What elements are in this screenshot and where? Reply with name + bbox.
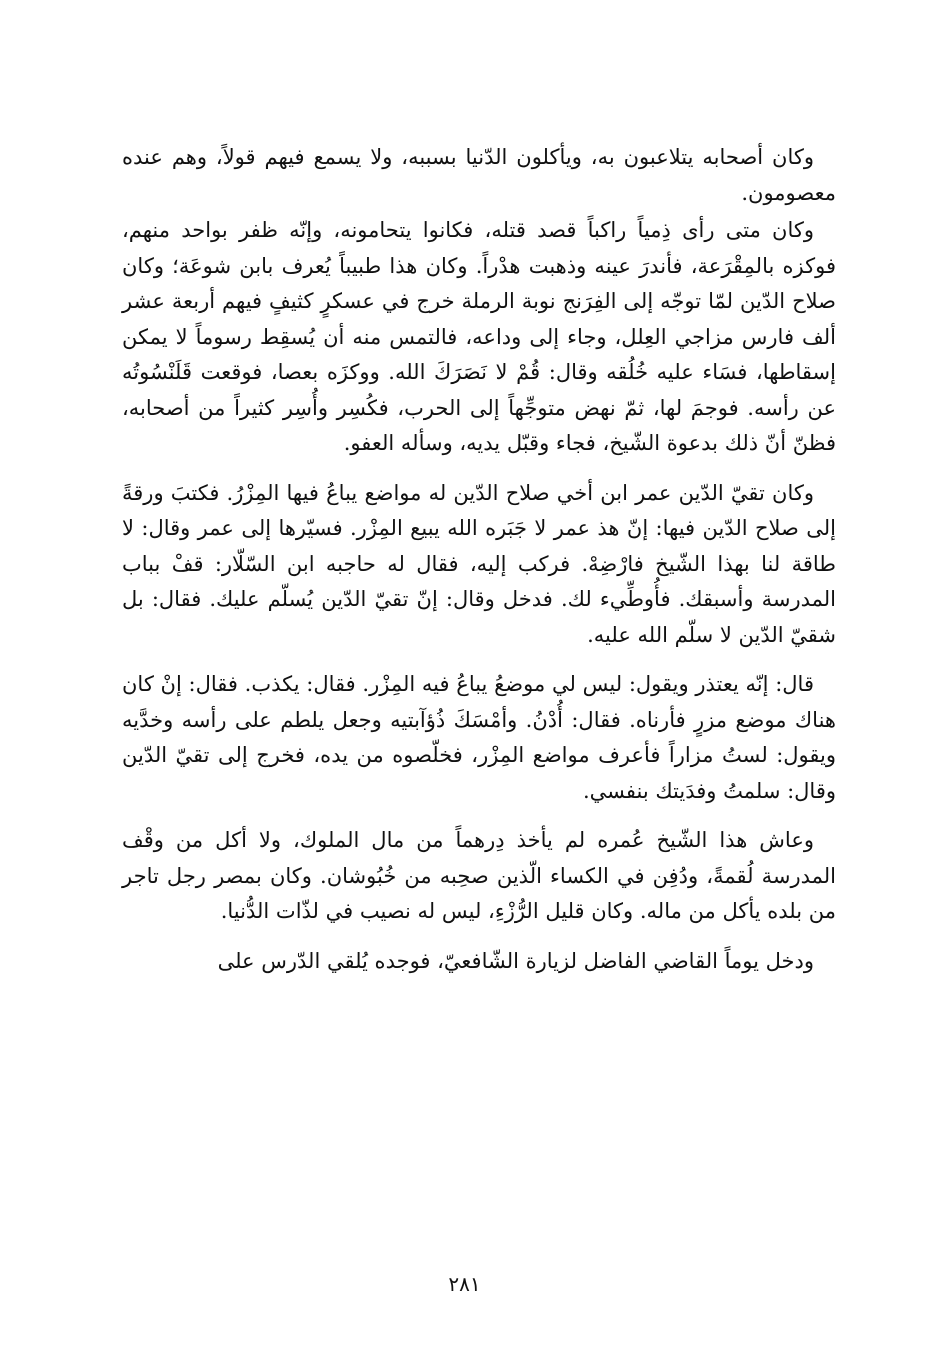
page-number: ٢٨١ [448, 1272, 481, 1296]
paragraph-1: وكان أصحابه يتلاعبون به، ويأكلون الدّنيا بسببه، ولا يسمع فيهم قولاً، وهم عنده معصومون. [122, 145, 836, 205]
body-text [122, 140, 836, 979]
paragraph-5: وعاش هذا الشّيخ عُمره لم يأخذ دِرهماً من مال الملوك، ولا أكل من وقْف المدرسة لُقمةً، ودُفِن في الكساء الّذين صحِبه من خُبُوشان. وكان بمصر رجل تاجر من بلده يأكل من ماله. وكان قليل الرُّزْءِ، ليس له نصيب في لذّات الدُّنيا. [122, 828, 836, 923]
paragraph-3: وكان تقيّ الدّين عمر ابن أخي صلاح الدّين له مواضع يباعُ فيها المِزْرُ. فكتبَ ورقةً إلى صلاح الدّين فيها: إنّ هذ عمر لا جَبَره الله يبيع المِزْر. فسيّرها إلى عمر وقال: لا طاقة لنا بهذا الشّيخ فارْضِهْ. فركب إليه، فقال له حاجبه ابن السّلّار: قفْ بباب المدرسة وأسبقك. فأُوطِّيء لك. فدخل وقال: إنّ تقيّ الدّين يُسلّم عليك. فقال: بل شقيّ الدّين لا سلّم الله عليه. [122, 480, 836, 647]
paragraph-6: ودخل يوماً القاضي الفاضل لزيارة الشّافعيّ، فوجده يُلقي الدّرس على [217, 948, 814, 973]
paragraph-2: وكان متى رأى ذِمياً راكباً قصد قتله، فكانوا يتحامونه، وإنّه ظفر بواحد منهم، فوكزه بالمِقْرَعة، فأندرَ عينه وذهبت هدْراً. وكان هذا طبيباً يُعرف بابن شوعَة؛ وكان صلاح الدّين لمّا توجّه إلى الفِرَنج نوبة الرملة خرج في عسكرٍ كثيفٍ فيهم أربعة عشر ألف فارس مزاجي العِلل، وجاء إلى وداعه، فالتمس منه أن يُسقِط رسوماً لا يمكن إسقاطها، فسَاء عليه خُلُقه وقال: قُمْ لا نَصَرَكَ الله. ووكزَه بعصا، فوقعت قَلَنْسُوتُه عن رأسه. فوجمَ لها، ثمّ نهض متوجِّهاً إلى الحرب، فكُسِر وأُسِر كثيراً من أصحابه، فظنّ أنّ ذلك بدعوة الشّيخ، فجاء وقبّل يديه، وسأله العفو. [122, 218, 836, 455]
paragraph-4: قال: إنّه يعتذر ويقول: ليس لي موضعُ يباعُ فيه المِزْر. فقال: يكذب. فقال: إنْ كان هناك موضع مزرٍ فأرناه. فقال: أُدْنُ. وأمْسَكَ ذُؤآبتيه وجعل يلطم على رأسه وخدَّيه ويقول: لستُ مزاراً فأعرف مواضع المِزْر، فخلّصوه من يده، فخرج إلى تقيّ الدّين وقال: سلمتُ وفدَيتك بنفسي. [122, 672, 836, 803]
